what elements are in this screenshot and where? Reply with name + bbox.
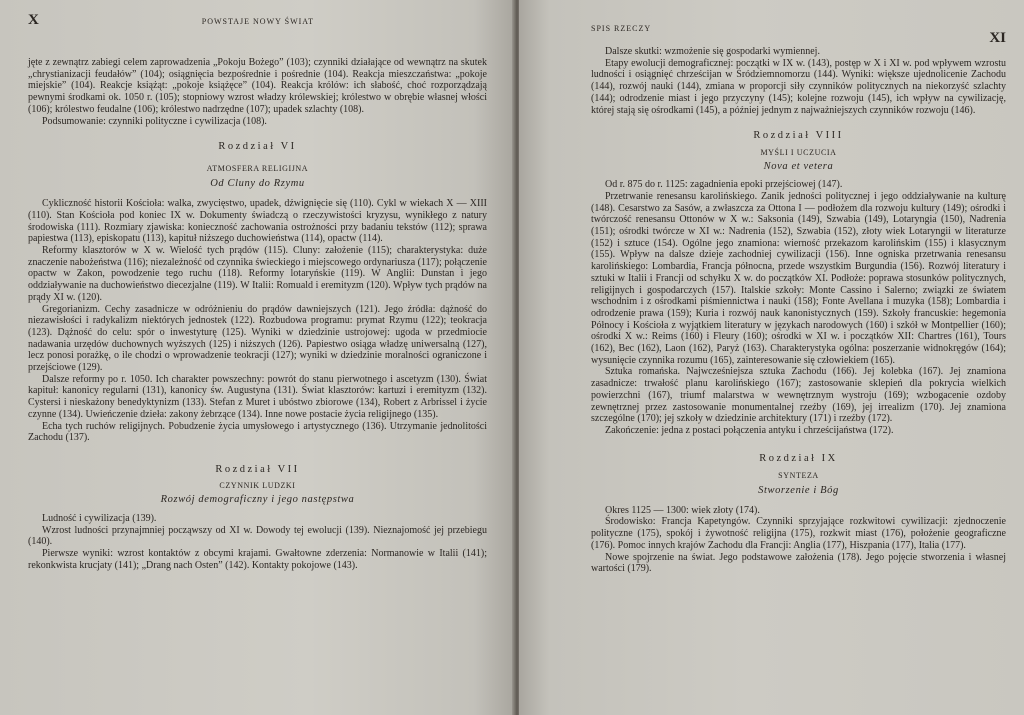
chapter-7-title: Rozwój demograficzny i jego następstwa: [160, 493, 355, 505]
chapter-7-subheading: CZYNNIK LUDZKI: [219, 480, 296, 490]
right-page: [519, 0, 1024, 715]
toc-paragraph: Podsumowanie: czynniki polityczne i cywilizacja (108).: [42, 115, 267, 127]
toc-paragraph: Przetrwanie renesansu karolińskiego. Zanik jedności politycznej i jego oddziaływanie na kulturę (148). Cesarstwo za Sasów, a zwłaszcza za Ottona I — podłożem dla rozwoju kultury (149); ośrodki i twórczość renesansu Ottonów w X w.: Saksonia (149), Szwabia (149), Lotaryngia (150), Nadrenia (151); ośrodki twórcze w XI w.: Nadrenia (152), Szwabia (152), złoty wiek Lotaryngii w literaturze (152) i sztuce (154). Ogólne jego znamiona: wierność przekazom karolińskim (155) i klasycznym (155). Wpływ na dalsze dzieje zachodniej cywilizacji (156). Inne ogniska przetrwania renesansu karolińskiego: Lombardia, Francja północna, przede wszystkim Burgundia (156). Rozwój literatury i sztuki w Italii i Francji od schyłku X w. do początków XI. Podłoże: poprawa stosunków politycznych, religijnych i gospodarczych (157). Italskie szkoły: Monte Cassino i Salerno; związki ze światem wschodnim i z ośrodkami piśmiennictwa i nauki (158); Fonte Avellana i muzyka (158); Lombardia i odrodzenie prawa (159); Kuria i rozwój nauk kanonistycznych (159). Szkoły francuskie: hegemonia Północy i Kościoła z wyjątkiem literatury w językach narodowych (160) i szkół w Montpellier (160); ośrodki X w.: Reims (160) i Fleury (160); ośrodki w XI w. i początków XII: Chartres (161), Tours (162), Bec (162), Laon (162), Paryż (163). Charakterystyka ogólna: poszerzanie widnokręgów (164); wysunięcie czynnika rozumu (165), zainteresowanie się człowiekiem (165).: [591, 190, 1006, 366]
toc-paragraph: Ludność i cywilizacja (139).: [42, 512, 157, 524]
chapter-7-heading: Rozdział VII: [215, 463, 300, 475]
toc-paragraph: Dalsze skutki: wzmożenie się gospodarki wymiennej.: [605, 46, 820, 57]
toc-paragraph: Nowe spojrzenie na świat. Jego podstawowe założenia (178). Jego pojęcie stworzenia i własnej wartości (179).: [591, 551, 1006, 575]
right-page-number: XI: [989, 30, 1006, 46]
right-running-header: [591, 12, 1006, 46]
chapter-9-heading: Rozdział IX: [759, 452, 838, 464]
chapter-9-subheading: SYNTEZA: [778, 470, 819, 480]
chapter-6-title: Od Cluny do Rzymu: [210, 178, 305, 190]
toc-paragraph: Reformy klasztorów w X w. Wielość tych prądów (115). Cluny: założenie (115); charakterystyka: duże znaczenie nabożeństwa (116); niezależność od czynnika świeckiego i miejscowego ordynariusza (117); połączenie opactw w Zakon, powodzenie tego ruchu (118). Reformy lotaryńskie (119). W Anglii: Dunstan i jego oddziaływanie na duchowieństwo diecezjalne (119). W Italii: Romuald i eremityzm (120). Wpływ tych prądów na prądy XI w. (120).: [28, 245, 487, 303]
toc-paragraph: Cykliczność historii Kościoła: walka, zwycięstwo, upadek, dźwignięcie się (110). Cykl w wiekach X — XIII (110). Stan Kościoła pod koniec IX w. Dokumenty świadczą o rzeczywistości kryzysu, wynikłego z natury środowiska (111). Rozmiary zjawiska: konieczność zachowania ostrożności przy badaniu tekstów (112); sprawa papiestwa (113), episkopatu (113), kapituł niższego duchowieństwa (114), opactw (114).: [28, 198, 487, 245]
chapter-6-heading: Rozdział VI: [218, 141, 297, 153]
toc-paragraph: jęte z zewnątrz zabiegi celem zaprowadzenia „Pokoju Bożego” (103); czynniki działające od wewnątrz na skutek „chrystianizacji feudałów” (104); osiągnięcia bezpośrednie i pośrednie (104). Reakcja mieszczaństwa: „pokoje miejskie” (104). Reakcje książąt: „pokoje książęce” (104). Reakcja królów: ich słabość, choć rozporządzają pewnymi środkami ok. 1050 r. (105); stopniowy wzrost władzy królewskiej; królestwo w obrębie własnej włości (106); królestwo feudalne (106); królestwo nadrzędne (107); upadek szlachty (108).: [28, 57, 487, 115]
toc-paragraph: Gregorianizm. Cechy zasadnicze w odróżnieniu do prądów dawniejszych (121). Jego źródła: dążność do niezawisłości i radykalizm niektórych jednostek (122). Rozbudowa programu: prymat Rzymu (122); teokracja (123). Dążność do celu: spór o inwestyturę (125). Wyniki w dziedzinie ustrojowej: ugoda w przedmiocie nadawania urzędów duchownych wyższych (125) i niższych (126). Papiestwo osiąga władzę uniwersalną (127), lecz ponosi porażkę, o ile chodzi o wprowadzenie teokracji (127); wyniki w dziedzinie moralności ograniczone i przejściowe (129).: [28, 303, 487, 374]
toc-paragraph: Echa tych ruchów religijnych. Pobudzenie życia umysłowego i artystycznego (136). Utrzymanie jednolitości Zachodu (137).: [28, 420, 487, 444]
toc-paragraph: Pierwsze wyniki: wzrost kontaktów z obcymi krajami. Gwałtowne zderzenia: Normanowie w Italii (141); rekonkwista krucjaty (141); „Drang nach Osten” (142). Kontakty pokojowe (143).: [28, 548, 487, 571]
left-running-title: POWSTAJE NOWY ŚWIAT: [201, 17, 315, 26]
toc-paragraph: Okres 1125 — 1300: wiek złoty (174).: [605, 504, 760, 516]
chapter-8-subheading: MYŚLI I UCZUCIA: [760, 148, 837, 158]
toc-paragraph: Sztuka romańska. Najwcześniejsza sztuka Zachodu (166). Jej kolebka (167). Jej znamiona zasadnicze: trwałość planu karolińskiego (167); zastosowanie sklepień dla pokrycia wielkich powierzchni (167), triumf malarstwa w wewnętrznym wystroju (169); wzbogacenie ozdoby zewnętrznej przez zastosowanie monumentalnej rzeźby (169), jej irrealizm (170). Jej znamiona szczególne (170); jej szkoły w dziedzinie architektury (171) i rzeźby (172).: [591, 366, 1006, 425]
toc-paragraph: Wzrost ludności przynajmniej począwszy od XI w. Dowody tej ewolucji (139). Nieznajomość jej przebiegu (140).: [28, 524, 487, 548]
toc-paragraph: Dalsze reformy po r. 1050. Ich charakter powszechny: powrót do stanu pierwotnego i ascetyzm (130). Świat kapituł: kanonicy regularni (131), kanonicy św. Augustyna (131). Świat klasztorów: kartuzi i eremityzm (132). Cystersi i nieskażony benedyktynizm (133). Stefan z Muret i ubóstwo zbiorowe (134), Robert z Arbrissel i życie czynne (134). Uwieńczenie dzieła: zakony żebrzące (134). Inne nowe postacie życia religijnego (135).: [28, 373, 487, 420]
toc-paragraph: Środowisko: Francja Kapetyngów. Czynniki sprzyjające rozkwitowi cywilizacji: zjednoczenie polityczne (175), spokój i żywotność religijna (175), rozkwit miast (176), położenie geograficzne (176). Pomoc innych krajów Zachodu dla Francji: Anglia (177), Hiszpania (177), Italia (177).: [591, 516, 1006, 551]
chapter-9-title: Stworzenie i Bóg: [758, 484, 839, 496]
left-page-number: X: [28, 12, 39, 28]
left-running-header: [28, 12, 487, 34]
chapter-6-subheading: ATMOSFERA RELIGIJNA: [206, 164, 309, 174]
toc-paragraph: Zakończenie: jedna z postaci połączenia antyku i chrześcijaństwa (172).: [605, 424, 894, 436]
chapter-8-title: Nova et vetera: [763, 161, 834, 173]
toc-paragraph: Od r. 875 do r. 1125: zagadnienia epoki przejściowej (147).: [605, 179, 843, 191]
toc-paragraph: Etapy ewolucji demograficznej: początki w IX w. (143), postęp w X i XI w. pod wpływem wzrostu ludności i osiągnięć chrześcijan w Śródziemnomorzu (144). Wyniki: większe ujednolicenie Zachodu (144), rozwój nauki (144), zmiana w proporcji siły czynników politycznych na niekorzyść szlachty (144); odrodzenie miast i jego przyczyny (145); kolejne rozwoju (145), ich wpływ na cywilizację, której stają się ośrodkami (145), a później jednym z najważniejszych czynników rozwoju (146).: [591, 57, 1006, 116]
right-running-title: SPIS RZECZY: [591, 24, 652, 33]
chapter-8-heading: Rozdział VIII: [753, 130, 844, 142]
